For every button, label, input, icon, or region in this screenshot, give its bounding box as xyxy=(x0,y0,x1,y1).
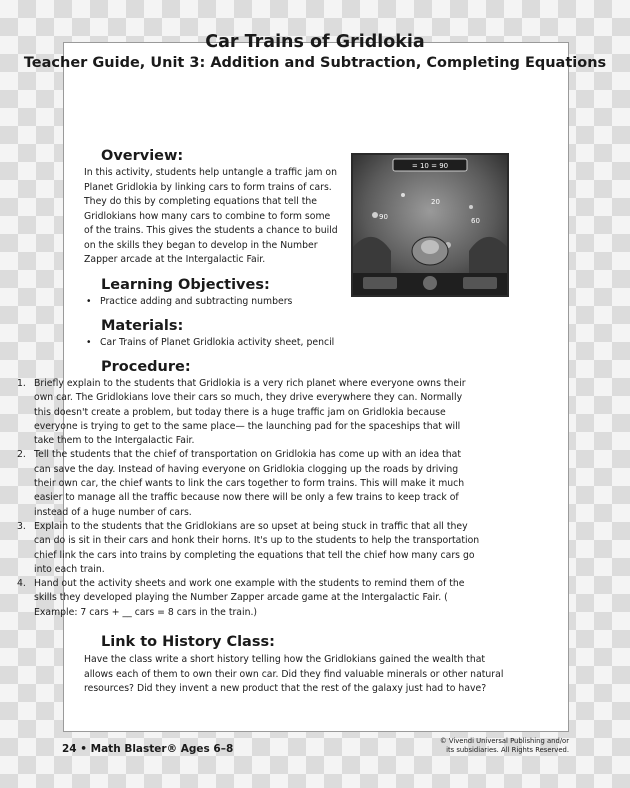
procedure-step-number: 4. xyxy=(17,578,26,590)
game-scene-illustration xyxy=(353,155,507,295)
history-heading: Link to History Class: xyxy=(101,634,275,650)
game-score-c: 60 xyxy=(471,217,480,225)
procedure-step-text: Tell the students that the chief of transportation on Gridlokia has come up with an idea that can save the day. Instead of having everyone on Gridlokia clogging up the roads by driving their own car, the chief wants to link the cars together to form trains. This will make it much easier to manage all the traffic because now there will be only a few trains to keep track of instead of a huge number of cars. xyxy=(34,449,465,518)
game-equation-text: = 10 = 90 xyxy=(411,162,449,170)
overview-text: In this activity, students help untangle a traffic jam on Planet Gridlokia by linking cars to form trains of cars. They do this by completing equations that tell the Gridlokians how many cars to combine to form some of the trains. This gives the students a chance to build on the skills they began to develop in the Number Zapper arcade at the Intergalactic Fair. xyxy=(84,167,338,265)
game-score-a: 20 xyxy=(431,198,440,206)
objectives-item-text: Practice adding and subtracting numbers xyxy=(100,296,293,307)
document-title: Car Trains of Gridlokia xyxy=(205,32,425,52)
procedure-step-number: 1. xyxy=(17,378,26,389)
game-score-b: 90 xyxy=(379,213,388,221)
overview-heading: Overview: xyxy=(101,148,184,164)
materials-item-text: Car Trains of Planet Gridlokia activity sheet, pencil xyxy=(100,337,335,348)
procedure-list xyxy=(17,377,480,620)
procedure-step xyxy=(17,577,480,620)
bullet-dot: • xyxy=(86,337,92,348)
document-subtitle: Teacher Guide, Unit 3: Addition and Subtraction, Completing Equations xyxy=(23,55,607,71)
footer-copyright xyxy=(411,737,569,755)
procedure-step-text: Explain to the students that the Gridlokians are so upset at being stuck in traffic that all they can do is sit in their cars and honk their horns. It's up to the students to help the transportation chief link the cars into trains by completing the equations that tell the chief how many cars go into each train. xyxy=(34,520,480,575)
procedure-step-text: Hand out the activity sheets and work one example with the students to remind them of the skills they developed playing the Number Zapper arcade game at the Intergalactic Fair. ( Example: 7 cars + __ cars = 8 cars in the train.) xyxy=(34,578,465,618)
procedure-step-number: 3. xyxy=(17,520,26,532)
procedure-step xyxy=(17,520,480,577)
procedure-step xyxy=(17,377,480,448)
procedure-step-text: Briefly explain to the students that Gridlokia is a very rich planet where everyone owns their own car. The Gridlokians love their cars so much, they drive everywhere they can. Normally this doesn't create a problem, but today there is a huge traffic jam on Gridlokia because everyone is trying to get to the same place— the launching pad for the spaceships that will take them to the Intergalactic Fair. xyxy=(34,378,466,447)
history-text: Have the class write a short history telling how the Gridlokians gained the wealth that allows each of them to own their own car. Did they find valuable minerals or other natural resources? Did they invent a new product that the rest of the galaxy just had to have? xyxy=(84,654,504,694)
bullet-dot: • xyxy=(86,296,92,307)
materials-heading: Materials: xyxy=(101,318,184,334)
objectives-item xyxy=(86,295,480,309)
game-screenshot xyxy=(351,153,509,297)
copyright-line: its subsidiaries. All Rights Reserved. xyxy=(446,746,569,754)
objectives-heading: Learning Objectives: xyxy=(101,277,270,293)
procedure-step-number: 2. xyxy=(17,449,26,461)
procedure-heading: Procedure: xyxy=(101,359,191,375)
materials-item xyxy=(86,336,480,350)
procedure-step xyxy=(17,448,480,519)
copyright-line: © Vivendi Universal Publishing and/or xyxy=(439,737,569,745)
footer-page-label: 24 • Math Blaster® Ages 6–8 xyxy=(62,743,234,755)
